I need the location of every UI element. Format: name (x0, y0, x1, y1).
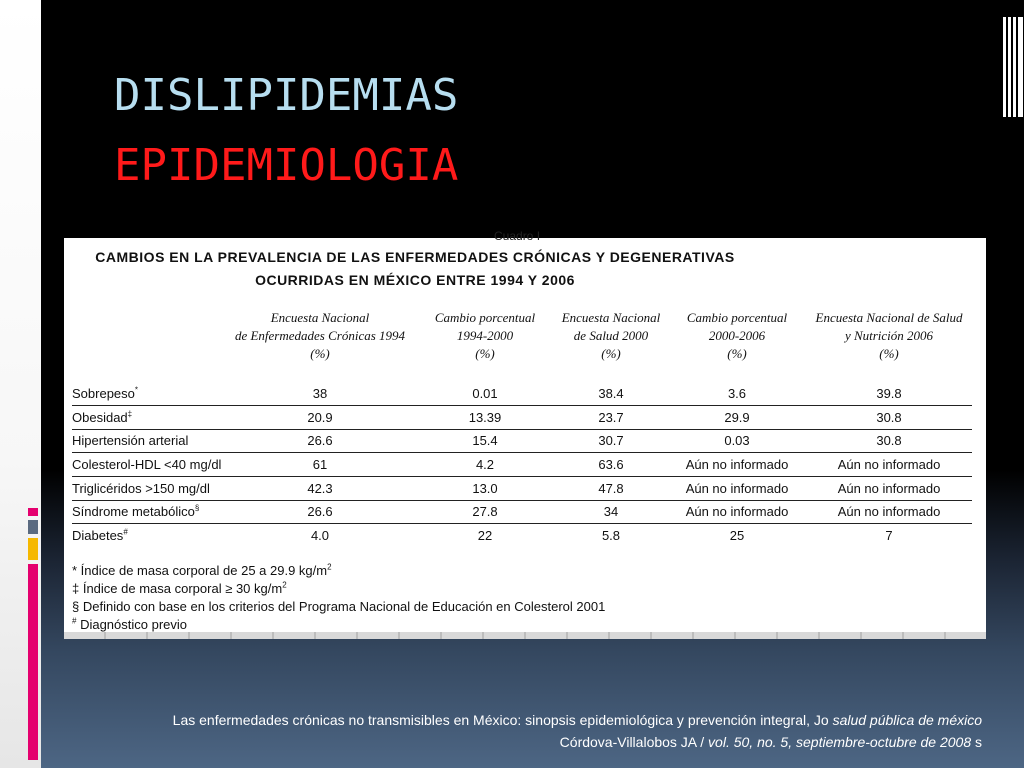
column-header-text: Encuesta Nacional (270, 310, 370, 325)
row-value: 15.4 (472, 433, 498, 448)
row-label: Obesidad‡ (72, 409, 133, 425)
column-header-text: Encuesta Nacional de Salud (815, 310, 963, 325)
row-value: 5.8 (601, 528, 621, 543)
row-value: Aún no informado (837, 504, 941, 519)
row-value: 22 (477, 528, 493, 543)
row-label: Sobrepeso* (72, 385, 139, 401)
row-value: 0.01 (472, 386, 498, 401)
row-value: 26.6 (307, 504, 333, 519)
source-author: Córdova-Villalobos JA / (559, 734, 709, 750)
top-right-decorative-bars (1003, 17, 1023, 117)
row-value: 38 (312, 386, 328, 401)
row-value: Aún no informado (685, 504, 789, 519)
slide-subtitle: EPIDEMIOLOGIA (114, 140, 459, 191)
column-header-text: Cambio porcentual (686, 310, 788, 325)
row-label: Colesterol-HDL <40 mg/dl (72, 457, 222, 472)
row-value: Aún no informado (837, 481, 941, 496)
slide-title: DISLIPIDEMIAS (114, 70, 459, 121)
row-value: 7 (885, 528, 893, 543)
table-title-line-2: OCURRIDAS EN MÉXICO ENTRE 1994 Y 2006 (255, 272, 575, 288)
table-footnote: ‡ Índice de masa corporal ≥ 30 $kg/m^2$ (72, 580, 287, 596)
left-decorative-strip (0, 0, 41, 768)
table-row (72, 429, 972, 453)
row-label: Síndrome metabólico§ (72, 503, 200, 519)
row-value: Aún no informado (685, 457, 789, 472)
row-value: 13.39 (468, 410, 502, 425)
row-value: 20.9 (307, 410, 333, 425)
source-end: s (971, 734, 982, 750)
table-title-line-1: CAMBIOS EN LA PREVALENCIA DE LAS ENFERMEDADES CRÓNICAS Y DEGENERATIVAS (95, 249, 735, 265)
row-value: Aún no informado (685, 481, 789, 496)
table-row (72, 500, 972, 524)
row-value: 27.8 (472, 504, 498, 519)
row-label: Hipertensión arterial (72, 433, 189, 448)
row-value: 13.0 (472, 481, 498, 496)
row-value: 26.6 (307, 433, 333, 448)
row-value: Aún no informado (837, 457, 941, 472)
row-value: 61 (312, 457, 328, 472)
column-header-text: de Salud 2000 (573, 328, 649, 343)
row-value: 29.9 (724, 410, 750, 425)
row-value: 25 (729, 528, 745, 543)
row-value: 4.0 (310, 528, 330, 543)
column-header-text: Cambio porcentual (434, 310, 536, 325)
row-value: 4.2 (475, 457, 495, 472)
source-citation (173, 709, 982, 753)
row-value: 3.6 (727, 386, 747, 401)
column-header-text: (%) (310, 346, 330, 361)
table-row (72, 382, 972, 406)
source-volume: vol. 50, no. 5, septiembre-octubre de 2008 (708, 734, 972, 750)
table-bottom-edge (64, 632, 986, 639)
column-header-text: (%) (727, 346, 747, 361)
table-caption-fragment: Cuadro I (494, 229, 541, 243)
table-footnote: * Índice de masa corporal de 25 a 29.9 $kg/m^2$ (72, 562, 332, 578)
row-value: 0.03 (724, 433, 750, 448)
row-value: 34 (603, 504, 619, 519)
column-header-text: y Nutrición 2006 (844, 328, 934, 343)
row-value: 23.7 (598, 410, 624, 425)
row-value: 30.8 (876, 433, 902, 448)
row-value: 30.8 (876, 410, 902, 425)
column-header-5 (789, 309, 989, 363)
table-row (72, 524, 972, 548)
column-header-text: (%) (601, 346, 621, 361)
table-row (72, 406, 972, 430)
column-header-text: 1994-2000 (456, 328, 514, 343)
row-label: Diabetes# (72, 527, 128, 543)
row-value: 39.8 (876, 386, 902, 401)
column-header-text: 2000-2006 (708, 328, 766, 343)
row-value: 63.6 (598, 457, 624, 472)
row-value: 42.3 (307, 481, 333, 496)
row-value: 47.8 (598, 481, 624, 496)
source-line-1: Las enfermedades crónicas no transmisibles en México: sinopsis epidemiológica y prevención integral, Jo (172, 712, 833, 728)
source-journal: salud pública de méxico (832, 712, 982, 728)
column-header-text: (%) (475, 346, 495, 361)
table-image (64, 229, 986, 639)
row-label: Triglicéridos >150 mg/dl (72, 481, 210, 496)
column-header-text: Encuesta Nacional (561, 310, 661, 325)
column-header-text: de Enfermedades Crónicas 1994 (234, 328, 406, 343)
table-row (72, 453, 972, 477)
row-value: 38.4 (598, 386, 624, 401)
table-row (72, 477, 972, 501)
table-footnote: # Diagnóstico previo (72, 616, 188, 632)
column-header-text: (%) (879, 346, 899, 361)
row-value: 30.7 (598, 433, 624, 448)
table-footnote: § Definido con base en los criterios del Programa Nacional de Educación en Colesterol 2001 (72, 599, 606, 614)
